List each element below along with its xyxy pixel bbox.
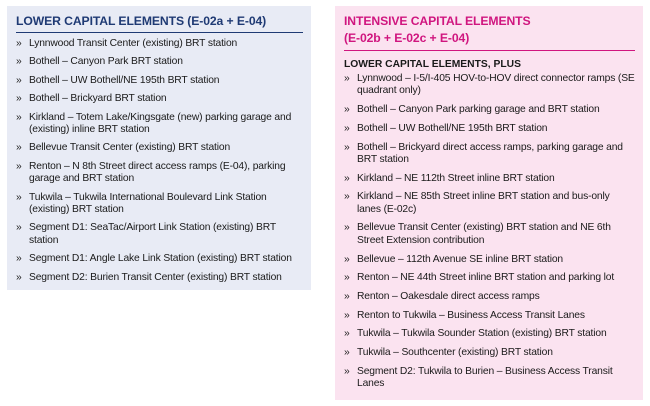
intensive-capital-panel bbox=[335, 6, 643, 400]
bullet-glyph: » bbox=[344, 104, 350, 116]
list-item-text: Bellevue – 112th Avenue SE inline BRT station bbox=[357, 253, 564, 265]
list-item-text: Renton to Tukwila – Business Access Transit Lanes bbox=[357, 309, 585, 321]
list-item-text: Segment D1: SeaTac/Airport Link Station (existing) BRT station bbox=[29, 222, 276, 246]
list-item-text: Tukwila – Tukwila Sounder Station (existing) BRT station bbox=[357, 328, 607, 340]
list-item-text: Kirkland – NE 85th Street inline BRT station and bus-only lanes (E-02c) bbox=[357, 191, 610, 215]
list-item bbox=[344, 347, 635, 359]
list-item bbox=[16, 93, 303, 105]
intensive-subheading: LOWER CAPITAL ELEMENTS, PLUS bbox=[344, 59, 521, 70]
bullet-glyph: » bbox=[16, 74, 22, 86]
bullet-glyph: » bbox=[344, 347, 350, 359]
list-item bbox=[344, 73, 635, 98]
bullet-glyph: » bbox=[344, 122, 350, 134]
list-item bbox=[16, 56, 303, 68]
bullet-glyph: » bbox=[344, 222, 350, 234]
bullet-glyph: » bbox=[344, 309, 350, 321]
list-item-text: Kirkland – NE 112th Street inline BRT station bbox=[357, 172, 555, 184]
list-item-text: Bothell – UW Bothell/NE 195th BRT station bbox=[29, 74, 220, 86]
bullet-glyph: » bbox=[344, 253, 350, 265]
lower-capital-list bbox=[16, 38, 303, 284]
list-item bbox=[344, 142, 635, 167]
bullet-glyph: » bbox=[16, 142, 22, 154]
lower-capital-panel bbox=[7, 6, 311, 290]
lower-capital-title: LOWER CAPITAL ELEMENTS (E-02a + E-04) bbox=[16, 13, 303, 33]
list-item-text: Bothell – Brickyard BRT station bbox=[29, 93, 167, 105]
list-item-text: Bothell – UW Bothell/NE 195th BRT station bbox=[357, 122, 548, 134]
list-item bbox=[344, 291, 635, 303]
bullet-glyph: » bbox=[16, 93, 22, 105]
intensive-title-line-2: (E-02b + E-02c + E-04) bbox=[344, 31, 470, 45]
bullet-glyph: » bbox=[344, 290, 350, 302]
bullet-glyph: » bbox=[16, 271, 22, 283]
bullet-glyph: » bbox=[344, 141, 350, 153]
list-item-text: Renton – NE 44th Street inline BRT station and parking lot bbox=[357, 272, 615, 284]
list-item-text: Segment D2: Burien Transit Center (existing) BRT station bbox=[29, 271, 282, 283]
list-item bbox=[344, 272, 635, 284]
bullet-glyph: » bbox=[16, 222, 22, 234]
bullet-glyph: » bbox=[16, 56, 22, 68]
list-item bbox=[344, 173, 635, 185]
bullet-glyph: » bbox=[344, 73, 350, 84]
list-item-text: Renton – Oakesdale direct access ramps bbox=[357, 290, 540, 302]
list-item-text: Lynnwood Transit Center (existing) BRT station bbox=[29, 38, 238, 49]
list-item-text: Segment D1: Angle Lake Link Station (existing) BRT station bbox=[29, 253, 292, 265]
bullet-glyph: » bbox=[16, 253, 22, 265]
list-item bbox=[16, 161, 303, 186]
list-item bbox=[344, 123, 635, 135]
bullet-glyph: » bbox=[344, 328, 350, 340]
list-item bbox=[16, 222, 303, 247]
intensive-title-line-1: INTENSIVE CAPITAL ELEMENTS bbox=[344, 14, 531, 28]
list-item bbox=[344, 328, 635, 340]
list-item-text: Kirkland – Totem Lake/Kingsgate (new) parking garage and (existing) inline BRT station bbox=[29, 111, 292, 136]
bullet-glyph: » bbox=[16, 111, 22, 123]
bullet-glyph: » bbox=[344, 191, 350, 203]
intensive-capital-list bbox=[344, 73, 635, 391]
bullet-glyph: » bbox=[16, 160, 22, 172]
list-item bbox=[16, 192, 303, 217]
list-item-text: Bothell – Canyon Park BRT station bbox=[29, 56, 183, 68]
list-item-text: Bothell – Canyon Park parking garage and BRT station bbox=[357, 104, 600, 116]
bullet-glyph: » bbox=[16, 38, 22, 49]
list-item bbox=[344, 222, 635, 247]
list-item bbox=[344, 310, 635, 322]
list-item bbox=[16, 38, 303, 50]
list-item-text: Bothell – Brickyard direct access ramps, parking garage and BRT station bbox=[357, 141, 623, 165]
bullet-glyph: » bbox=[344, 172, 350, 184]
list-item-text: Tukwila – Tukwila International Boulevard Link Station (existing) BRT station bbox=[29, 191, 267, 216]
list-item-text: Segment D2: Tukwila to Burien – Business Access Transit Lanes bbox=[357, 365, 613, 390]
list-item-text: Tukwila – Southcenter (existing) BRT station bbox=[357, 347, 553, 359]
list-item-text: Renton – N 8th Street direct access ramps (E-04), parking garage and BRT station bbox=[29, 160, 286, 185]
bullet-glyph: » bbox=[344, 272, 350, 284]
list-item bbox=[16, 253, 303, 265]
list-item-text: Lynnwood – I-5/I-405 HOV-to-HOV direct connector ramps (SE quadrant only) bbox=[357, 73, 635, 97]
list-item bbox=[344, 191, 635, 216]
list-item bbox=[16, 75, 303, 87]
bullet-glyph: » bbox=[344, 365, 350, 377]
list-item bbox=[16, 142, 303, 154]
list-item bbox=[344, 254, 635, 266]
list-item-text: Bellevue Transit Center (existing) BRT station bbox=[29, 142, 231, 154]
list-item bbox=[16, 112, 303, 137]
list-item bbox=[344, 366, 635, 391]
bullet-glyph: » bbox=[16, 191, 22, 203]
list-item bbox=[344, 104, 635, 116]
list-item-text: Bellevue Transit Center (existing) BRT station and NE 6th Street Extension contribution bbox=[357, 222, 611, 246]
intensive-capital-title bbox=[344, 13, 635, 51]
list-item bbox=[16, 272, 303, 284]
